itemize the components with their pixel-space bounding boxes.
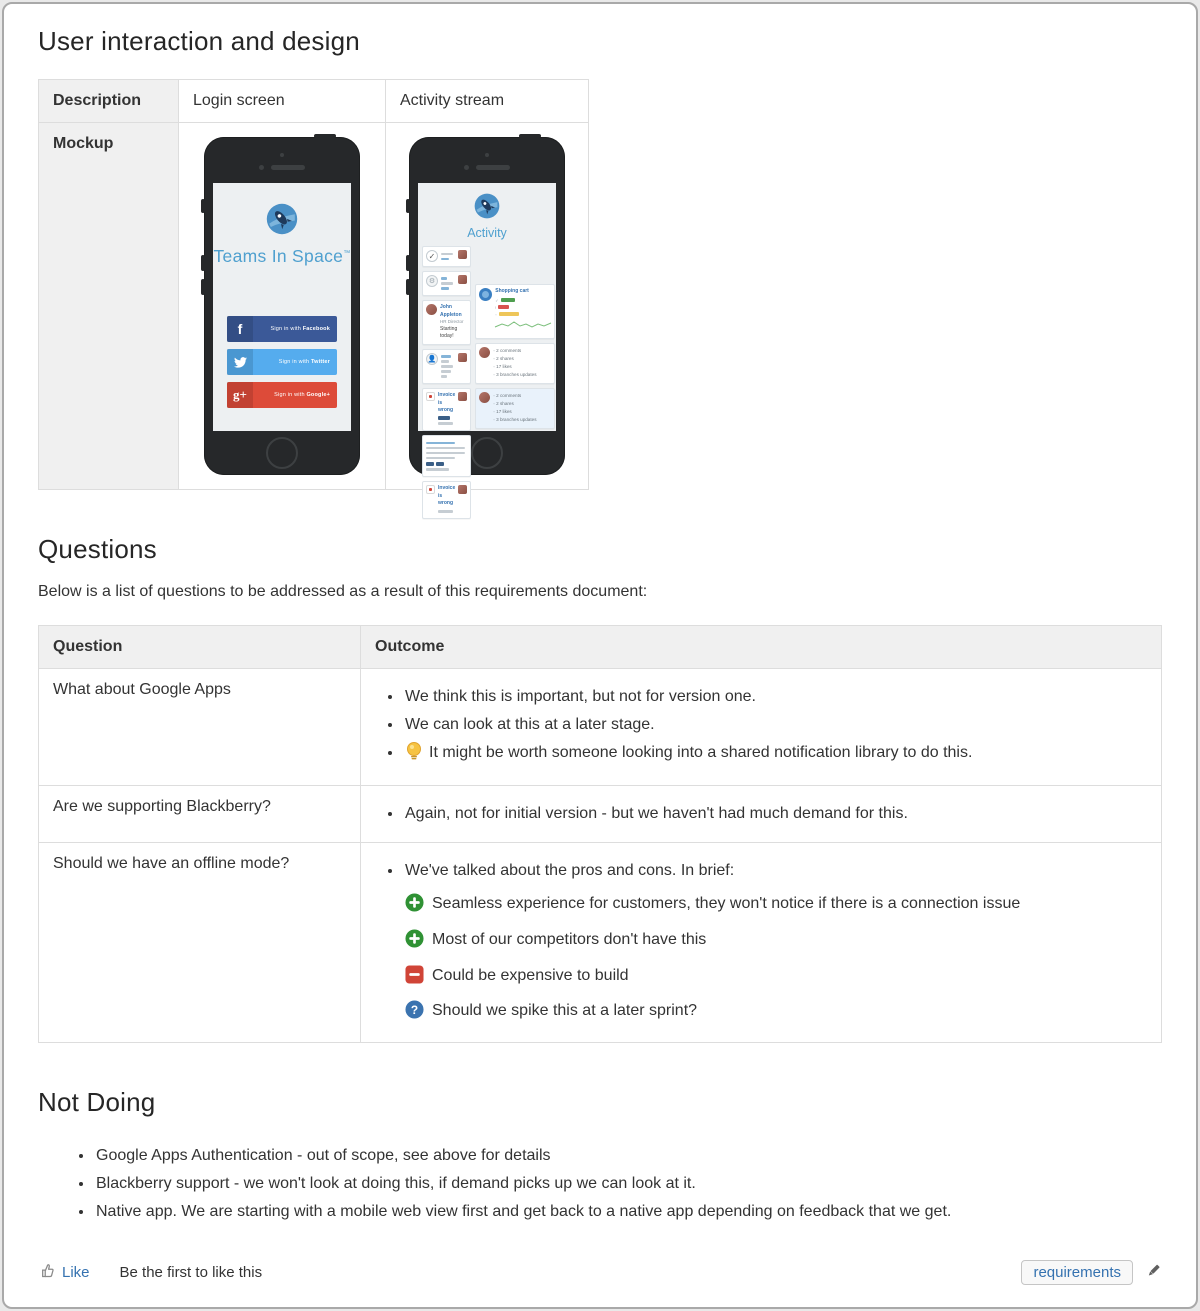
- pro-item: Most of our competitors don't have this: [405, 928, 1147, 957]
- activity-card-mention: [422, 271, 471, 297]
- mockup-table-header-activity: Activity stream: [386, 80, 589, 123]
- sign-in-google-button[interactable]: g+ Sign in with Google+: [227, 382, 337, 408]
- phone-volume-down: [201, 279, 205, 295]
- sparkline-chart: [495, 317, 551, 330]
- questions-table-header-question: Question: [39, 626, 361, 669]
- sign-in-facebook-button[interactable]: f Sign in with Facebook: [227, 316, 337, 342]
- login-phone-mockup: [204, 137, 360, 475]
- activity-card-shopping-cart: Shopping cart ✓ ! ◦: [475, 284, 555, 339]
- phone-camera-dot: [280, 153, 284, 157]
- mockup-table-header-login: Login screen: [179, 80, 386, 123]
- page-card: [2, 2, 1198, 1309]
- phone-speaker: [204, 165, 360, 170]
- avatar: [458, 275, 467, 284]
- activity-card-new-starter: John Appleton HR Director Starting today!: [422, 300, 471, 345]
- teams-in-space-logo-icon: [474, 193, 500, 224]
- phone-speaker: [409, 165, 565, 170]
- like-button[interactable]: Like: [62, 1264, 90, 1282]
- questions-table-header-outcome: Outcome: [361, 626, 1162, 669]
- login-mockup-cell: [179, 123, 386, 490]
- question-circle-icon: [405, 1000, 424, 1028]
- phone-volume-up: [406, 255, 410, 271]
- gear-icon: ⚙: [426, 275, 438, 287]
- list-item: • Native app. We are starting with a mobile web view first and get back to a native app depending on feedback that we get.: [94, 1198, 1162, 1226]
- questions-table: [38, 625, 1162, 1043]
- check-icon: ✓: [426, 250, 438, 262]
- sign-in-twitter-button[interactable]: Sign in with Twitter: [227, 349, 337, 375]
- issue-icon: [426, 392, 435, 401]
- question-cell: Are we supporting Blackberry?: [39, 786, 361, 843]
- phone-volume-up: [201, 255, 205, 271]
- table-row: [39, 843, 1162, 1043]
- question-cell: Should we have an offline mode?: [39, 843, 361, 1043]
- activity-phone-mockup: [409, 137, 565, 507]
- edit-labels-pencil-icon[interactable]: [1145, 1262, 1162, 1284]
- mockup-table-header-description: Description: [39, 80, 179, 123]
- phone-home-button: [471, 437, 503, 469]
- question-cell: What about Google Apps: [39, 669, 361, 786]
- list-item: • Google Apps Authentication - out of scope, see above for details: [94, 1142, 1162, 1170]
- phone-power-button: [519, 134, 541, 138]
- activity-card-invoice-detail: [422, 435, 471, 477]
- project-avatar-icon: [479, 288, 492, 301]
- activity-card-invoice-2: Invoice is wrong: [422, 481, 471, 519]
- twitter-icon: [227, 349, 253, 375]
- outcome-cell: • We've talked about the pros and cons. In brief: Seamless experience for customers, they won't notice if there is a connection issue Most of our competitors don't have this Could be expensive to build ? Should we spike this at a later sprint?: [361, 843, 1162, 1043]
- not-doing-heading: Not Doing: [38, 1087, 156, 1118]
- activity-mockup-cell: [386, 123, 589, 507]
- activity-card-task-done: [422, 246, 471, 267]
- outcome-cell: • We think this is important, but not for version one. • We can look at this at a later stage. • It might be worth someone looking into a shared notification library to do this.: [361, 669, 1162, 786]
- thumbs-up-icon[interactable]: [38, 1262, 55, 1284]
- avatar: [458, 353, 467, 362]
- outcome-cell: • Again, not for initial version - but we haven't had much demand for this.: [361, 786, 1162, 843]
- page-title: User interaction and design: [38, 26, 360, 56]
- activity-card-stats-selected: ◦ 2 comments ◦ 2 shares ◦ 17 likes ◦ 3 branches updates: [475, 388, 555, 429]
- activity-card-shared-file: [422, 349, 471, 385]
- login-screen: [213, 183, 351, 431]
- teams-in-space-logo-icon: [266, 203, 298, 240]
- issue-icon: [426, 485, 435, 494]
- avatar: [479, 392, 490, 403]
- not-doing-list: [94, 1142, 1162, 1226]
- phone-home-button: [266, 437, 298, 469]
- questions-intro: Below is a list of questions to be addressed as a result of this requirements document:: [38, 583, 648, 600]
- like-hint-text: Be the first to like this: [119, 1264, 263, 1282]
- activity-screen-title: Activity: [467, 226, 507, 240]
- activity-card-stats: ◦ 2 comments ◦ 2 shares ◦ 17 likes ◦ 3 branches updates: [475, 343, 555, 384]
- phone-power-button: [314, 134, 336, 138]
- page-footer: [38, 1260, 1162, 1285]
- mockup-table: [38, 79, 589, 507]
- google-plus-icon: g+: [227, 382, 253, 408]
- facebook-icon: f: [227, 316, 253, 342]
- table-row: [39, 669, 1162, 786]
- question-item: ? Should we spike this at a later sprint?: [405, 999, 1147, 1028]
- list-item: • Blackberry support - we won't look at doing this, if demand picks up we can look at it.: [94, 1170, 1162, 1198]
- avatar: [458, 392, 467, 401]
- phone-volume-down: [406, 279, 410, 295]
- phone-mute-switch: [201, 199, 205, 213]
- con-item: Could be expensive to build: [405, 964, 1147, 993]
- brand-wordmark: Teams In Space™: [213, 246, 351, 266]
- pro-item: Seamless experience for customers, they won't notice if there is a connection issue: [405, 892, 1147, 921]
- questions-heading: Questions: [38, 534, 157, 564]
- plus-circle-icon: [405, 893, 424, 921]
- activity-screen: [418, 183, 556, 507]
- page-label-requirements[interactable]: requirements: [1021, 1260, 1133, 1285]
- mockup-table-row-label: Mockup: [39, 123, 179, 490]
- avatar: [458, 485, 467, 494]
- lightbulb-icon: [405, 741, 423, 771]
- plus-circle-icon: [405, 929, 424, 957]
- table-row: [39, 786, 1162, 843]
- svg-text:?: ?: [410, 1003, 419, 1018]
- activity-card-invoice: Invoice is wrong: [422, 388, 471, 431]
- people-icon: 👤: [426, 353, 438, 365]
- phone-camera-dot: [485, 153, 489, 157]
- minus-square-icon: [405, 965, 424, 993]
- phone-mute-switch: [406, 199, 410, 213]
- avatar: [479, 347, 490, 358]
- avatar: [426, 304, 437, 315]
- avatar: [458, 250, 467, 259]
